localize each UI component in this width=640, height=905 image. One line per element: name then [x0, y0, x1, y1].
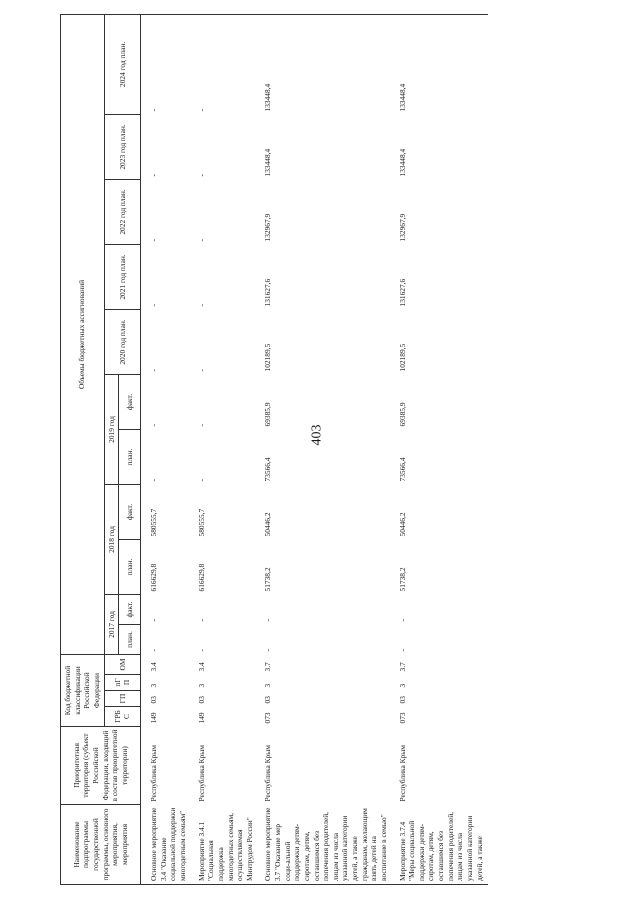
row-2023-plan: 133448,4	[263, 148, 273, 177]
row-2017-fact: -	[149, 619, 159, 622]
row-2021-plan: -	[149, 304, 159, 307]
header-2019-plan: план.	[119, 429, 141, 484]
rotated-page-content	[60, 15, 592, 885]
row-gp: 03	[149, 696, 159, 704]
row-2017-plan: -	[263, 649, 273, 652]
header-pgp: пГП	[104, 675, 141, 691]
row-2022-plan: 132967,9	[263, 213, 273, 242]
row-name: Мероприятие 3.7.4 "Меры социальной поддержки детям-сиротам, детям, оставшимся без попечения родителей, лицам из числа указанной категории детей, а также	[393, 805, 489, 885]
row-2024-plan: 133448,4	[258, 14, 392, 114]
row-2017-fact: -	[397, 619, 407, 622]
header-2017-fact: факт.	[119, 594, 141, 624]
row-pgp: 3	[397, 683, 407, 688]
row-pgp: 3	[196, 683, 206, 688]
row-2017-fact: -	[196, 619, 206, 622]
row-name: Основное мероприятие 3.4 "Оказание социальной поддержки многодетным семьям"	[141, 805, 192, 885]
row-2018-plan: 616629,8	[149, 563, 159, 592]
header-gp: ГП	[104, 691, 141, 707]
row-2018-fact: 580555,7	[149, 508, 159, 537]
row-2022-plan: -	[196, 239, 206, 242]
row-2019-plan: 73566,4	[397, 457, 407, 482]
row-2020-plan: 102189,5	[263, 343, 273, 372]
header-om: ОМ	[104, 654, 141, 674]
table-row	[192, 14, 259, 884]
header-2017-plan: план.	[119, 624, 141, 654]
header-2018-plan: план.	[119, 539, 141, 594]
row-territory: Республика Крым	[263, 745, 273, 802]
row-gp: 03	[397, 696, 407, 704]
row-grbs: 073	[263, 712, 273, 724]
row-2018-fact: 580555,7	[196, 508, 206, 537]
header-year-2021-plan: 2021 год план.	[104, 244, 141, 309]
row-2020-plan: -	[149, 369, 159, 372]
row-2018-plan: 616629,8	[196, 563, 206, 592]
row-2019-fact: -	[196, 424, 206, 427]
row-2019-fact: -	[149, 424, 159, 427]
row-2024-plan: -	[192, 14, 259, 114]
row-grbs: 149	[149, 712, 159, 724]
row-name: Мероприятие 3.4.1 "Социальная поддержка многодетных семьям, осуществляемая Минтрудом России"	[192, 805, 259, 885]
row-2017-fact: -	[263, 619, 273, 622]
header-2019-fact: факт.	[119, 374, 141, 429]
row-2022-plan: 132967,9	[397, 213, 407, 242]
budget-allocation-table	[60, 14, 488, 885]
row-2019-plan: -	[196, 479, 206, 482]
header-priority-territory: Приоритетная территория (субъект Российской Федерации, входящий в состав приоритетной территории)	[61, 727, 141, 805]
header-year-2017: 2017 год	[104, 594, 119, 654]
row-2017-plan: -	[397, 649, 407, 652]
row-gp: 03	[263, 696, 273, 704]
row-2017-plan: -	[149, 649, 159, 652]
row-2022-plan: -	[149, 239, 159, 242]
row-grbs: 149	[196, 712, 206, 724]
header-year-2024-plan: 2024 год план.	[104, 14, 141, 114]
row-grbs: 073	[397, 712, 407, 724]
row-2019-plan: 73566,4	[263, 457, 273, 482]
row-2024-plan: -	[141, 14, 192, 114]
page-number: 403	[309, 424, 325, 446]
row-om: 3.4	[149, 662, 159, 672]
row-2020-plan: -	[196, 369, 206, 372]
row-2021-plan: 131627,6	[263, 278, 273, 307]
header-budget-allocation-volumes: Объемы бюджетных ассигнований	[61, 14, 105, 654]
row-2021-plan: 131627,6	[397, 278, 407, 307]
row-2024-plan: 133448,4	[393, 14, 489, 114]
row-2018-plan: 51738,2	[263, 567, 273, 592]
header-2018-fact: факт.	[119, 484, 141, 539]
row-2017-plan: -	[196, 649, 206, 652]
row-om: 3.7	[397, 662, 407, 672]
row-pgp: 3	[149, 683, 159, 688]
header-year-2023-plan: 2023 год план.	[104, 114, 141, 179]
header-year-2018: 2018 год	[104, 484, 119, 594]
table-row	[141, 14, 192, 884]
row-2023-plan: -	[196, 174, 206, 177]
row-name: Основное мероприятие 3.7 "Оказание мер соци-альной поддержки детям-сиротам, детям, оставшимся без попечения родителей, лицам из числа указанной категории детей, а также гражданам, желающим взять детей на воспитание в семью"	[258, 805, 392, 885]
header-budget-classification-code: Код бюджетной классификации Российской Федерации	[61, 654, 105, 726]
header-year-2020-plan: 2020 год план.	[104, 309, 141, 374]
row-2019-fact: 69385,9	[263, 402, 273, 427]
row-om: 3.7	[263, 662, 273, 672]
row-2019-plan: -	[149, 479, 159, 482]
row-2020-plan: 102189,5	[397, 343, 407, 372]
row-om: 3.4	[196, 662, 206, 672]
row-pgp: 3	[263, 683, 273, 688]
row-2019-fact: 69385,9	[397, 402, 407, 427]
header-program-name: Наименование подпрограммы государственной программы, основного мероприятия, мероприятия	[61, 805, 141, 885]
header-year-2019: 2019 год	[104, 374, 119, 484]
table-row	[393, 14, 489, 884]
row-2021-plan: -	[196, 304, 206, 307]
table-row	[258, 14, 392, 884]
row-gp: 03	[196, 696, 206, 704]
row-territory: Республика Крым	[149, 745, 159, 802]
row-territory: Республика Крым	[397, 745, 407, 802]
row-2018-fact: 50446,2	[263, 512, 273, 537]
row-territory: Республика Крым	[196, 745, 206, 802]
row-2023-plan: 133448,4	[397, 148, 407, 177]
header-year-2022-plan: 2022 год план.	[104, 179, 141, 244]
header-grbs: ГРБС	[104, 707, 141, 727]
row-2018-plan: 51738,2	[397, 567, 407, 592]
row-2018-fact: 50446,2	[397, 512, 407, 537]
row-2023-plan: -	[149, 174, 159, 177]
